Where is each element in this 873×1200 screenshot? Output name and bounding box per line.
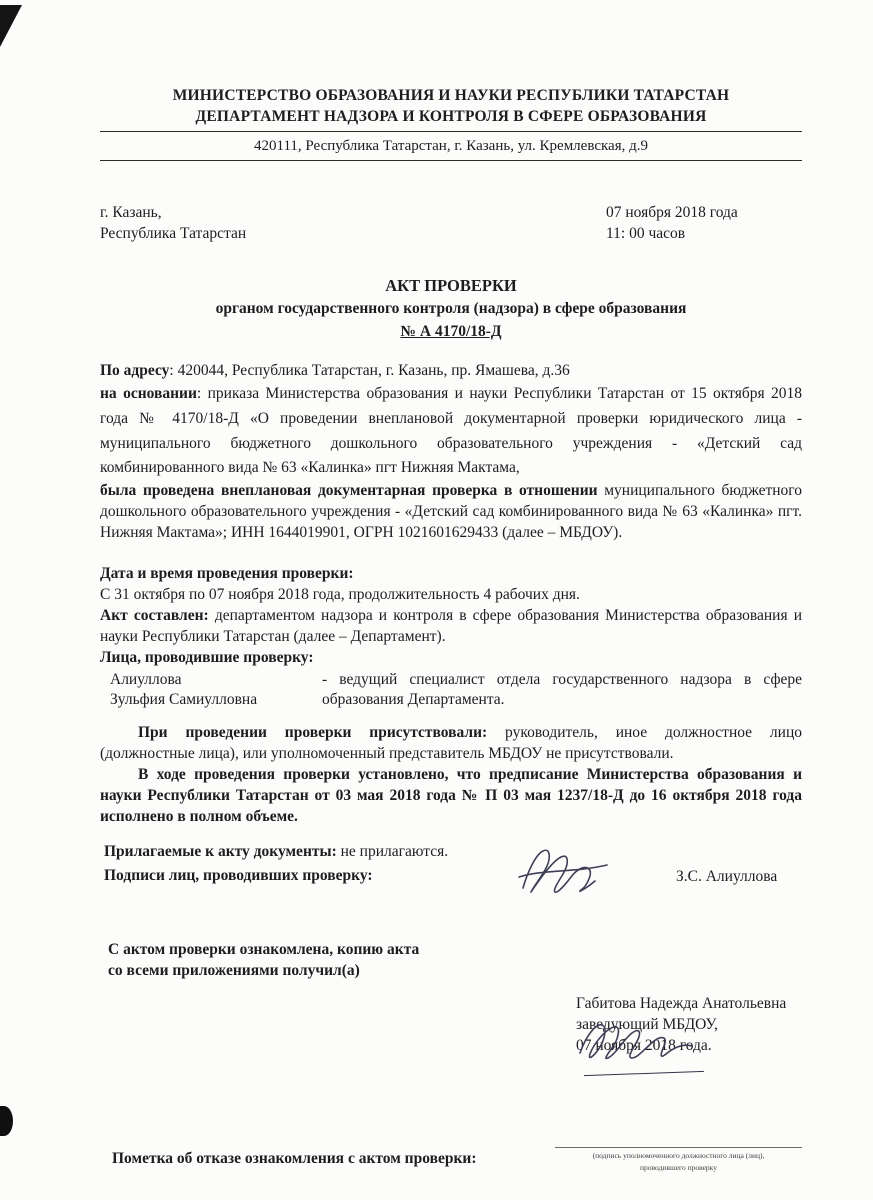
letterhead-ministry: МИНИСТЕРСТВО ОБРАЗОВАНИЯ И НАУКИ РЕСПУБЛИКИ ТАТАРСТАН (172, 87, 730, 104)
basis-text: : приказа Министерства образования и науки Республики Татарстан от 15 октября 2018 года № 4170/18-Д «О проведении внеплановой документарной проверки юридического лица - муниципального бюджетного дошкольного образовательного учреждения - «Детский сад комбинированного вида № 63 «Калинка» пгт Нижняя Мактама, (100, 384, 802, 477)
inspector-surname: Алиуллова (110, 670, 182, 688)
paragraph-datetime-label (100, 564, 802, 585)
inspector-signature-name: З.С. Алиуллова (676, 867, 778, 885)
dateline-place (100, 203, 246, 245)
basis-label: на основании (100, 384, 197, 402)
dateline-region: Республика Татарстан (100, 225, 247, 243)
footer-caption-line2: проводившего проверку (640, 1162, 717, 1172)
paragraph-inspectors-label (100, 648, 802, 669)
letterhead-divider-bottom (100, 160, 802, 161)
paragraph-basis (100, 382, 802, 481)
footer-signature-caption (555, 1147, 802, 1174)
head-signature-area (576, 1057, 802, 1091)
title-main: АКТ ПРОВЕРКИ (385, 275, 517, 295)
paragraph-datetime-text: С 31 октября по 07 ноября 2018 года, продолжительность 4 рабочих дня. (100, 585, 580, 603)
title-number: № А 4170/18-Д (400, 323, 502, 341)
paragraph-composed (100, 606, 802, 648)
scan-artifact-corner (0, 5, 22, 47)
acquainted-line1: С актом проверки ознакомлена, копию акта (108, 940, 420, 958)
conducted-text: муниципального бюджетного дошкольного образовательного учреждения - «Детский сад комбинированного вида № 63 «Калинка» пгт. Нижняя Мактама»; ИНН 1644019901, ОГРН 1021601629433 (далее – МБДОУ). (100, 482, 802, 541)
dateline-time: 11: 00 часов (606, 225, 686, 243)
composed-text: департаментом надзора и контроля в сфере образования Министерства образования и науки Республики Татарстан (далее – Департамент). (100, 606, 802, 645)
signing-section (100, 842, 802, 896)
acquainted-section (100, 940, 802, 1091)
dateline-city: г. Казань, (100, 204, 162, 222)
present-label: При проведении проверки присутствовали: (138, 724, 488, 742)
inspector-name (100, 670, 322, 712)
intro-section (100, 361, 802, 544)
head-role: заведующий МБДОУ, (576, 1015, 718, 1033)
title-number-row (100, 322, 802, 343)
document-content (100, 86, 802, 1172)
footer-caption-line1: (подпись уполномоченного должностного лица (лиц), (592, 1150, 765, 1160)
dateline (100, 203, 802, 245)
letterhead-address: 420111, Республика Татарстан, г. Казань, ул. Кремлевская, д.9 (254, 137, 648, 154)
acquainted-line2: со всеми приложениями получил(а) (108, 961, 360, 979)
inspector-row (100, 670, 802, 712)
present-text: руководитель, иное должностное лицо (должностные лица), или уполномоченный представитель МБДОУ не присутствовали. (100, 724, 802, 763)
inspector-role: - ведущий специалист отдела государственного надзора в сфере образования Департамента. (322, 670, 802, 709)
scan-artifact-blot (0, 1106, 13, 1136)
signatures-label: Подписи лиц, проводивших проверку: (104, 866, 373, 884)
attachments-label: Прилагаемые к акту документы: (104, 842, 337, 860)
footer-section (100, 1149, 802, 1170)
paragraph-present (100, 723, 802, 765)
head-date: 07 ноября 2018 года. (576, 1036, 712, 1054)
address-label: По адресу (100, 362, 170, 380)
findings-section (100, 723, 802, 828)
datetime-label: Дата и время проведения проверки: (100, 564, 354, 582)
composed-label: Акт составлен: (100, 606, 209, 624)
inspector-firstname: Зульфия Самиулловна (110, 691, 258, 709)
head-signature-line (584, 1070, 704, 1075)
head-signature-icon (576, 1015, 698, 1067)
attachments-text: не прилагаются. (336, 842, 449, 860)
paragraph-result: В ходе проведения проверки установлено, что предписание Министерства образования и науки Республики Татарстан от 03 мая 2018 года № П 03 мая 1237/18-Д до 16 октября 2018 года исполнено в полном объеме. (100, 766, 802, 826)
details-section (100, 564, 802, 711)
head-signature-block (576, 994, 802, 1091)
letterhead-department: ДЕПАРТАМЕНТ НАДЗОРА И КОНТРОЛЯ В СФЕРЕ ОБРАЗОВАНИЯ (195, 107, 707, 125)
document-title (100, 275, 802, 343)
signatures-row (104, 866, 802, 896)
paragraph-attachments (104, 842, 802, 863)
address-text: : 420044, Республика Татарстан, г. Казань, пр. Ямашева, д.36 (169, 362, 570, 380)
letterhead (100, 86, 802, 161)
letterhead-divider-top (100, 131, 802, 132)
refusal-label: Пометка об отказе ознакомления с актом проверки: (112, 1149, 477, 1167)
conducted-label: была проведена внеплановая документарная проверка в отношении (100, 482, 598, 500)
paragraph-conducted (100, 481, 802, 544)
title-sub: органом государственного контроля (надзора) в сфере образования (215, 300, 687, 318)
head-name: Габитова Надежда Анатольевна (576, 994, 787, 1012)
paragraph-address (100, 361, 802, 382)
acquainted-statement (108, 940, 802, 982)
inspector-signature-icon (516, 844, 612, 900)
inspectors-label: Лица, проводившие проверку: (100, 648, 314, 666)
dateline-datetime (606, 203, 802, 245)
dateline-date: 07 ноября 2018 года (606, 204, 738, 222)
